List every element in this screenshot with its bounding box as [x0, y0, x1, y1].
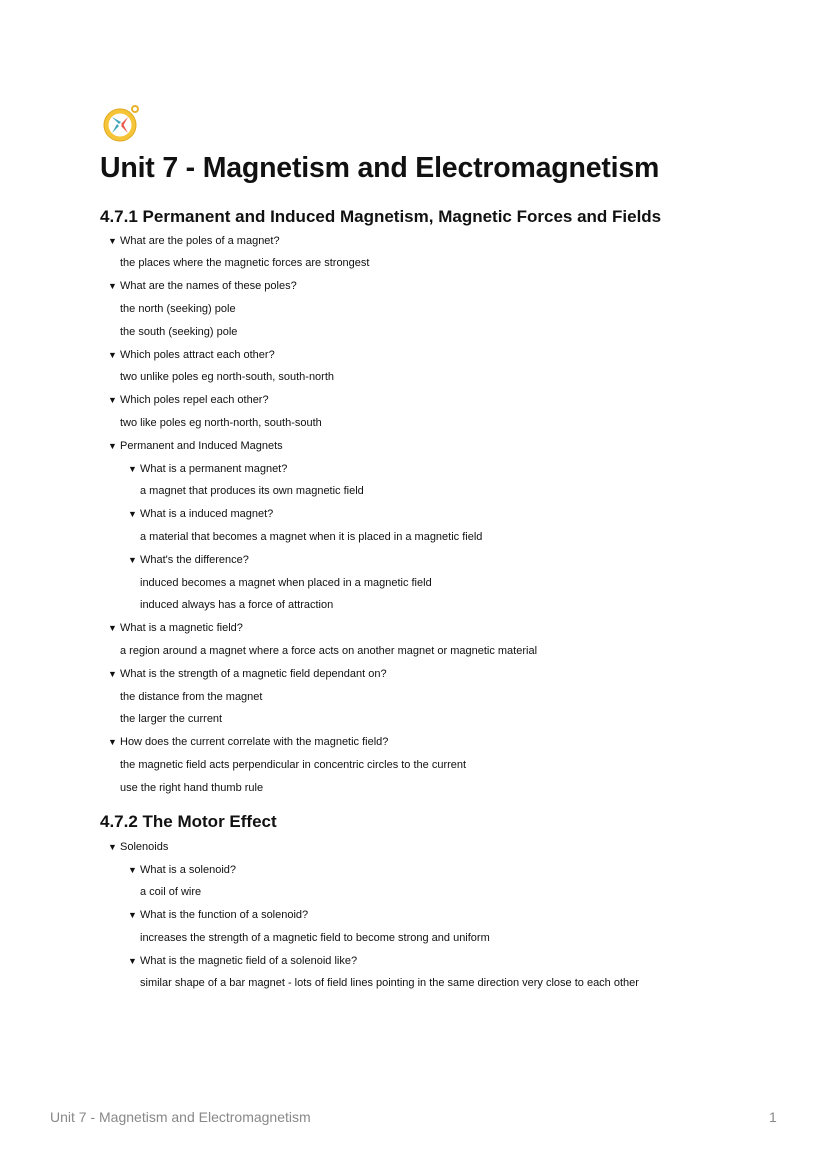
toggle-label: What is the function of a solenoid? — [140, 909, 309, 922]
page-title: Unit 7 - Magnetism and Electromagnetism — [100, 152, 660, 184]
toggle-arrow-icon[interactable]: ▼ — [108, 235, 117, 246]
toggle-answer: use the right hand thumb rule — [120, 781, 264, 794]
toggle-block[interactable] — [100, 458, 780, 481]
toggle-label: Permanent and Induced Magnets — [120, 439, 283, 452]
section — [100, 205, 780, 800]
toggle-label: What are the poles of a magnet? — [120, 234, 280, 247]
toggle-block[interactable] — [100, 859, 780, 882]
toggle-block[interactable] — [100, 275, 780, 298]
toggle-arrow-icon[interactable]: ▼ — [108, 623, 117, 634]
section — [100, 810, 780, 995]
toggle-label: What's the difference? — [140, 553, 249, 566]
toggle-block[interactable] — [100, 663, 780, 686]
toggle-answer: the magnetic field acts perpendicular in concentric circles to the current — [120, 758, 467, 771]
toggle-block[interactable] — [100, 344, 780, 367]
toggle-block[interactable] — [100, 836, 780, 859]
toggle-answer: two unlike poles eg north-south, south-north — [120, 371, 335, 384]
toggle-block[interactable] — [100, 435, 780, 458]
toggle-answer: the larger the current — [120, 713, 223, 726]
toggle-answer: a magnet that produces its own magnetic field — [140, 485, 364, 498]
toggle-arrow-icon[interactable]: ▼ — [108, 349, 117, 360]
toggle-block[interactable] — [100, 617, 780, 640]
document-body — [100, 205, 780, 995]
toggle-arrow-icon[interactable]: ▼ — [128, 864, 137, 875]
toggle-answer: induced becomes a magnet when placed in a magnetic field — [140, 576, 432, 589]
toggle-arrow-icon[interactable]: ▼ — [108, 841, 117, 852]
toggle-arrow-icon[interactable]: ▼ — [108, 440, 117, 451]
toggle-label: How does the current correlate with the magnetic field? — [120, 736, 389, 749]
toggle-label: What is a induced magnet? — [140, 508, 274, 521]
toggle-block[interactable] — [100, 503, 780, 526]
toggle-block[interactable] — [100, 950, 780, 973]
toggle-label: Which poles repel each other? — [120, 394, 269, 407]
toggle-label: What is a permanent magnet? — [140, 462, 288, 475]
page-number: 1 — [769, 1109, 777, 1125]
toggle-answer: the distance from the magnet — [120, 690, 263, 703]
toggle-label: What is a magnetic field? — [120, 622, 243, 635]
page-footer: Unit 7 - Magnetism and Electromagnetism — [50, 1109, 311, 1125]
toggle-block[interactable] — [100, 904, 780, 927]
toggle-answer: a coil of wire — [140, 886, 202, 899]
toggle-label: What is the strength of a magnetic field dependant on? — [120, 667, 387, 680]
toggle-answer: two like poles eg north-north, south-south — [120, 416, 322, 429]
toggle-block[interactable] — [100, 731, 780, 754]
toggle-label: What is the magnetic field of a solenoid like? — [140, 954, 358, 967]
toggle-arrow-icon[interactable]: ▼ — [128, 955, 137, 966]
toggle-label: What are the names of these poles? — [120, 280, 297, 293]
toggle-answer: the south (seeking) pole — [120, 325, 238, 338]
toggle-label: Solenoids — [120, 840, 169, 853]
toggle-arrow-icon[interactable]: ▼ — [128, 910, 137, 921]
toggle-arrow-icon[interactable]: ▼ — [128, 509, 137, 520]
section-heading: 4.7.2 The Motor Effect — [100, 812, 277, 832]
toggle-arrow-icon[interactable]: ▼ — [108, 395, 117, 406]
toggle-arrow-icon[interactable]: ▼ — [128, 554, 137, 565]
toggle-block[interactable] — [100, 389, 780, 412]
toggle-answer: increases the strength of a magnetic field to become strong and uniform — [140, 931, 490, 944]
toggle-answer: induced always has a force of attraction — [140, 599, 334, 612]
toggle-block[interactable] — [100, 230, 780, 253]
toggle-answer: the north (seeking) pole — [120, 302, 236, 315]
toggle-answer: the places where the magnetic forces are strongest — [120, 257, 370, 270]
toggle-label: Which poles attract each other? — [120, 348, 275, 361]
toggle-arrow-icon[interactable]: ▼ — [108, 737, 117, 748]
toggle-label: What is a solenoid? — [140, 863, 236, 876]
toggle-block[interactable] — [100, 549, 780, 572]
toggle-arrow-icon[interactable]: ▼ — [108, 668, 117, 679]
toggle-arrow-icon[interactable]: ▼ — [128, 463, 137, 474]
toggle-answer: a material that becomes a magnet when it is placed in a magnetic field — [140, 530, 483, 543]
toggle-arrow-icon[interactable]: ▼ — [108, 281, 117, 292]
toggle-answer: similar shape of a bar magnet - lots of field lines pointing in the same direction very close to each other — [140, 977, 639, 990]
compass-icon — [101, 104, 141, 144]
section-heading: 4.7.1 Permanent and Induced Magnetism, Magnetic Forces and Fields — [100, 207, 662, 226]
toggle-answer: a region around a magnet where a force acts on another magnet or magnetic material — [120, 644, 538, 657]
